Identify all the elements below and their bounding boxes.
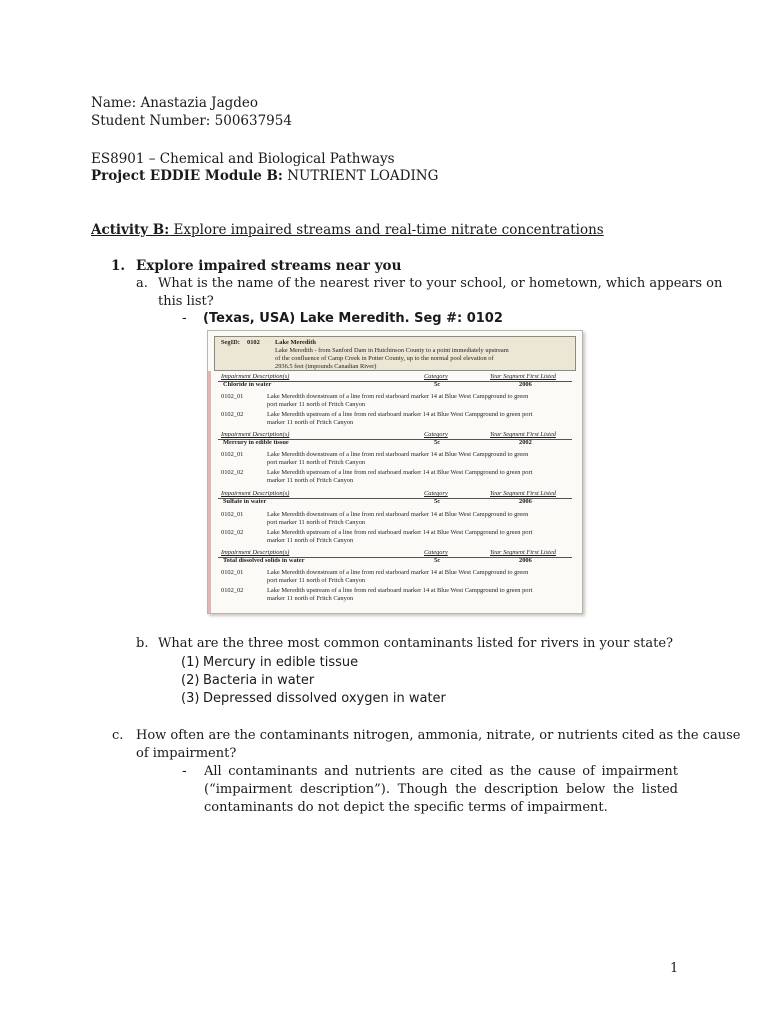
group-category: 5c bbox=[434, 381, 441, 388]
answer-c-dash: - bbox=[182, 764, 187, 779]
col-category-label: Category bbox=[424, 490, 448, 497]
row-desc-line1: Lake Meredith upstream of a line from red starboard marker 14 at Blue West Campground to green port bbox=[267, 469, 533, 476]
col-year-label: Year Segment First Listed bbox=[490, 373, 556, 380]
answer-c-line1: All contaminants and nutrients are cited as the cause of impairment bbox=[204, 764, 678, 779]
group-category: 5c bbox=[434, 498, 441, 505]
row-desc-line2: port marker 11 north of Fritch Canyon bbox=[267, 401, 366, 408]
row-id: 0102_01 bbox=[221, 393, 244, 400]
project-prefix: Project EDDIE Module B: bbox=[91, 168, 283, 184]
question-b-marker: b. bbox=[136, 636, 149, 651]
group-category: 5c bbox=[434, 439, 441, 446]
col-year-label: Year Segment First Listed bbox=[490, 490, 556, 497]
student-name: Name: Anastazia Jagdeo bbox=[91, 95, 259, 111]
image-edge bbox=[208, 371, 211, 613]
student-number: Student Number: 500637954 bbox=[91, 113, 292, 129]
col-year-label: Year Segment First Listed bbox=[490, 549, 556, 556]
course-title: ES8901 – Chemical and Biological Pathways bbox=[91, 151, 395, 167]
row-desc-line1: Lake Meredith downstream of a line from red starboard marker 14 at Blue West Campground to green bbox=[267, 393, 529, 400]
group-year: 2006 bbox=[519, 498, 532, 505]
row-id: 0102_02 bbox=[221, 529, 244, 536]
list-number: (2) bbox=[181, 673, 200, 688]
col-impairment-label: Impairment Description(s) bbox=[221, 373, 290, 380]
row-desc-line2: marker 11 north of Fritch Canyon bbox=[267, 537, 354, 544]
activity-label: Activity B: bbox=[91, 222, 170, 238]
group-name: Sulfate in water bbox=[223, 498, 267, 505]
question-a-line1: What is the name of the nearest river to your school, or hometown, which appears on bbox=[158, 276, 723, 291]
row-desc-line2: marker 11 north of Fritch Canyon bbox=[267, 419, 354, 426]
segment-desc-2: of the confluence of Camp Creek in Potter County, up to the normal pool elevation of bbox=[275, 355, 494, 362]
group-category: 5c bbox=[434, 557, 441, 564]
answer-c-line3: contaminants do not depict the specific terms of impairment. bbox=[204, 800, 608, 815]
col-category-label: Category bbox=[424, 549, 448, 556]
row-desc-line1: Lake Meredith upstream of a line from red starboard marker 14 at Blue West Campground to green port bbox=[267, 411, 533, 418]
group-year: 2002 bbox=[519, 439, 532, 446]
row-desc-line2: port marker 11 north of Fritch Canyon bbox=[267, 519, 366, 526]
segid-value: 0102 bbox=[247, 339, 260, 346]
segment-desc-1: Lake Meredith - from Sanford Dam in Hutchinson County to a point immediately upstream bbox=[275, 347, 509, 354]
row-desc-line2: port marker 11 north of Fritch Canyon bbox=[267, 459, 366, 466]
row-desc-line1: Lake Meredith downstream of a line from red starboard marker 14 at Blue West Campground to green bbox=[267, 511, 529, 518]
row-desc-line1: Lake Meredith upstream of a line from red starboard marker 14 at Blue West Campground to green port bbox=[267, 529, 533, 536]
section-number: 1. bbox=[111, 258, 126, 274]
answer-a: (Texas, USA) Lake Meredith. Seg #: 0102 bbox=[203, 311, 503, 326]
row-desc-line1: Lake Meredith upstream of a line from red starboard marker 14 at Blue West Campground to green port bbox=[267, 587, 533, 594]
segment-header-box bbox=[214, 336, 576, 371]
row-id: 0102_01 bbox=[221, 569, 244, 576]
group-name: Total dissolved solids in water bbox=[223, 557, 305, 564]
row-desc-line2: marker 11 north of Fritch Canyon bbox=[267, 477, 354, 484]
project-title bbox=[91, 168, 438, 184]
question-b-text: What are the three most common contaminants listed for rivers in your state? bbox=[158, 636, 673, 651]
project-suffix: NUTRIENT LOADING bbox=[282, 168, 439, 184]
row-id: 0102_01 bbox=[221, 511, 244, 518]
row-desc-line2: port marker 11 north of Fritch Canyon bbox=[267, 577, 366, 584]
section-title: Explore impaired streams near you bbox=[136, 258, 402, 274]
col-category-label: Category bbox=[424, 431, 448, 438]
activity-title: Explore impaired streams and real-time nitrate concentrations bbox=[169, 222, 604, 238]
answer-c-line2: (“impairment description”). Though the description below the listed bbox=[204, 782, 678, 797]
group-name: Mercury in edible tissue bbox=[223, 439, 289, 446]
col-impairment-label: Impairment Description(s) bbox=[221, 431, 290, 438]
question-a-line2: this list? bbox=[158, 294, 214, 309]
question-a-marker: a. bbox=[136, 276, 148, 291]
row-id: 0102_02 bbox=[221, 411, 244, 418]
impairment-table-image bbox=[207, 330, 583, 614]
group-name: Chloride in water bbox=[223, 381, 272, 388]
segment-desc-3: 2936.5 feet (impounds Canadian River) bbox=[275, 363, 377, 370]
col-impairment-label: Impairment Description(s) bbox=[221, 549, 290, 556]
page-number: 1 bbox=[670, 961, 679, 976]
col-category-label: Category bbox=[424, 373, 448, 380]
row-id: 0102_02 bbox=[221, 469, 244, 476]
question-c-line1: How often are the contaminants nitrogen, ammonia, nitrate, or nutrients cited as the cause bbox=[136, 728, 741, 743]
list-number: (3) bbox=[181, 691, 200, 706]
list-number: (1) bbox=[181, 655, 200, 670]
row-desc-line1: Lake Meredith downstream of a line from red starboard marker 14 at Blue West Campground to green bbox=[267, 569, 529, 576]
group-year: 2006 bbox=[519, 557, 532, 564]
row-id: 0102_02 bbox=[221, 587, 244, 594]
list-item: Bacteria in water bbox=[203, 673, 315, 688]
segid-label: SegID: bbox=[221, 339, 240, 346]
row-desc-line2: marker 11 north of Fritch Canyon bbox=[267, 595, 354, 602]
list-item: Depressed dissolved oxygen in water bbox=[203, 691, 446, 706]
answer-a-dash: - bbox=[182, 311, 187, 326]
col-impairment-label: Impairment Description(s) bbox=[221, 490, 290, 497]
segment-name: Lake Meredith bbox=[275, 339, 316, 346]
question-c-line2: of impairment? bbox=[136, 746, 237, 761]
group-year: 2006 bbox=[519, 381, 532, 388]
question-c-marker: c. bbox=[112, 728, 124, 743]
activity-heading bbox=[91, 222, 604, 238]
row-id: 0102_01 bbox=[221, 451, 244, 458]
row-desc-line1: Lake Meredith downstream of a line from red starboard marker 14 at Blue West Campground to green bbox=[267, 451, 529, 458]
list-item: Mercury in edible tissue bbox=[203, 655, 359, 670]
col-year-label: Year Segment First Listed bbox=[490, 431, 556, 438]
